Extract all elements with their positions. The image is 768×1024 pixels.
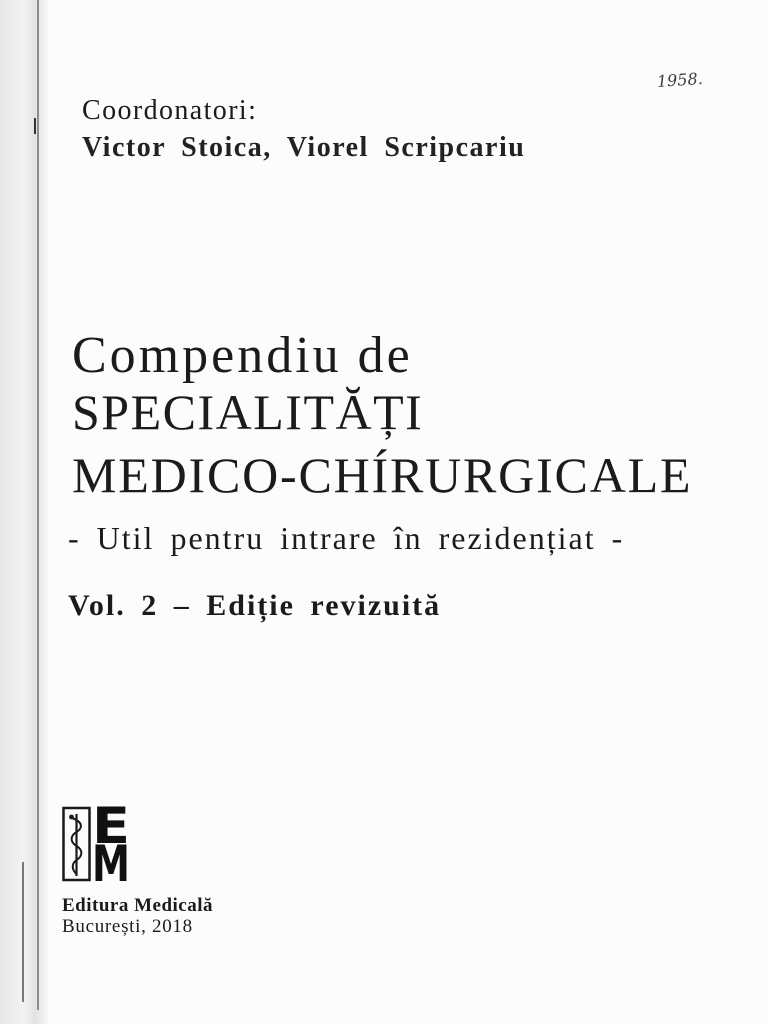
volume-edition: Vol. 2 – Ediție revizuită	[68, 589, 442, 622]
subtitle: - Util pentru intrare în rezidențiat -	[68, 520, 625, 556]
binding-line	[37, 0, 39, 1010]
margin-tick-mark	[34, 118, 36, 134]
coordinators-names: Victor Stoica, Viorel Scripcariu	[82, 132, 526, 163]
title-line-1: Compendiu de	[72, 327, 413, 384]
logo-letter-m: M	[92, 835, 130, 883]
publisher-place-year: București, 2018	[62, 916, 193, 937]
caduceus-icon	[64, 808, 90, 880]
publisher-logo	[62, 805, 132, 883]
coordinators-label: Coordonatori:	[82, 95, 258, 126]
edge-mark	[22, 862, 24, 1002]
handwritten-note: 1958.	[656, 68, 704, 91]
logo-letter-e: E	[92, 805, 130, 855]
binding-shadow	[0, 0, 50, 1024]
publisher-name: Editura Medicală	[62, 895, 214, 916]
title-line-2: SPECIALITĂȚI	[72, 384, 424, 440]
title-line-3: MEDICO-CHÍRURGICALE	[72, 447, 693, 503]
